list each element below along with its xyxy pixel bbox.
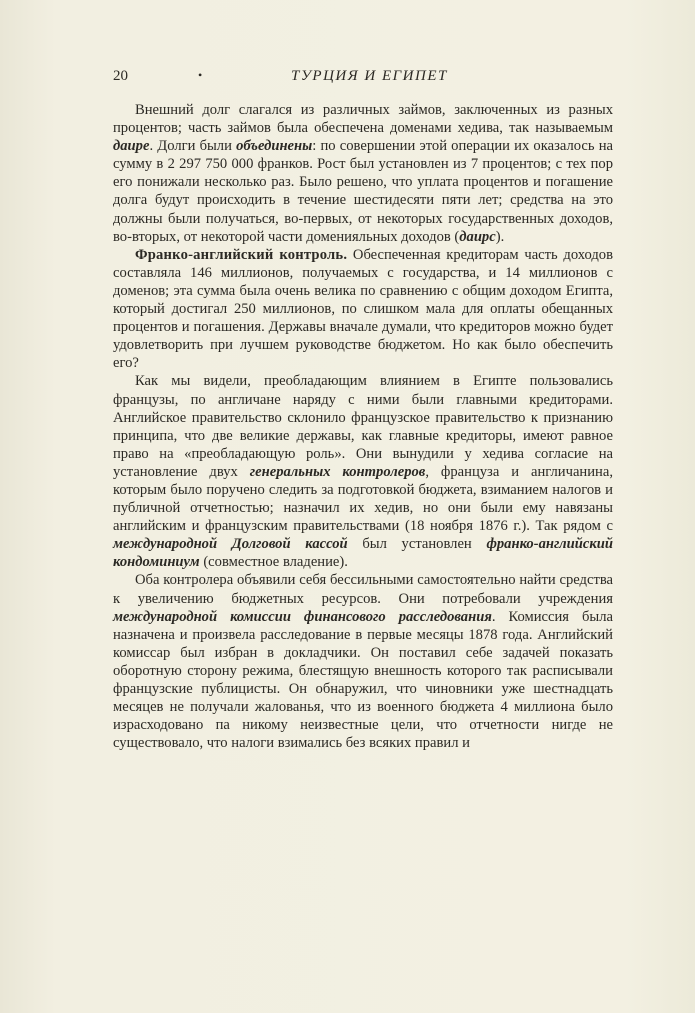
italic-term: даирс: [459, 228, 496, 245]
header-dot: •: [198, 68, 203, 82]
page-header: [113, 68, 613, 88]
text-run: Оба контролера объявили себя бессильными самостоятельно найти средства к увеличению бюджетных ресурсов. Они потребовали учреждения: [113, 572, 613, 607]
italic-term: объединены: [236, 138, 313, 155]
page-body: [113, 101, 613, 752]
text-run: : по совершении этой операции их оказалось на сумму в 2 297 750 000 франков. Рост был установлен из 7 процентов; с тех пор его понижали несколько раз. Было решено, что уплата процентов и погашение долга будут происходить в течение шестидесяти пяти лет; средства на это должны были получаться, во-первых, от некоторых государственных доходов, во-вторых, от некоторой части доменияльных доходов (: [113, 138, 613, 245]
text-run: , француза и англичанина, которым было поручено следить за подготовкой бюджета, взиманием налогов и публичной отчетностью; назначил их хедив, но они были ему навязаны английским и французским правительствами (18 ноября 1876 г.). Так рядом с: [113, 463, 613, 535]
italic-term: международной Долговой кассой: [113, 536, 348, 553]
text-run: был установлен: [347, 536, 487, 553]
running-title: ТУРЦИЯ И ЕГИПЕТ: [291, 68, 448, 84]
text-run: ).: [495, 228, 505, 245]
text-run: . Комиссия была назначена и произвела расследование в первые месяцы 1878 года. Английский комиссар был избран в докладчики. Он поставил себе задачей показать оборотную сторону режима, блестящую внешность которого так расписывали французские публицисты. Он обнаружил, что чиновники уже шестнадцать месяцев не получали жалованья, что из военного бюджета 4 миллиона было израсходовано па никому неизвестные цели, что отчетности нигде не существовало, что налоги взимались без всяких правил и: [113, 608, 613, 752]
paragraph: [113, 101, 613, 246]
italic-term: генеральных контролеров: [249, 463, 426, 480]
section-heading: Франко-английский контроль.: [135, 246, 348, 263]
text-run: (совместное владение).: [199, 554, 348, 571]
text-run: Внешний долг слагался из различных займов, заключенных из разных процентов; часть займов была обеспечена доменами хедива, так называемым: [113, 102, 613, 137]
text-run: . Долги были: [149, 138, 237, 155]
italic-term: международной комиссии финансового расследования: [113, 608, 492, 625]
text-run: Обеспеченная кредиторам часть доходов составляла 146 миллионов, получаемых с государства, и 14 миллионов с доменов; эта сумма была очень велика по сравнению с общим доходом Египта, который достигал 250 миллионов, по слишком мала для оплаты обещанных процентов и погашения. Державы вначале думали, что кредиторов можно будет удовлетворить при лучшем руководстве бюджетом. Но как было обеспечить его?: [113, 246, 613, 372]
paragraph: [113, 246, 613, 373]
italic-term: франко-английский кондоминиум: [113, 536, 613, 571]
text-run: Как мы видели, преобладающим влиянием в Египте пользовались французы, по англичане наряду с ними были главными кредиторами. Английское правительство склонило французское правительство к признанию принципа, что две великие державы, как главные кредиторы, имеют равное право на «преобладающую роль». Они вынудили у хедива согласие на установление двух: [113, 373, 613, 480]
paragraph: [113, 372, 613, 571]
paragraph: [113, 571, 613, 752]
page-number: 20: [113, 68, 128, 84]
italic-term: даире: [113, 138, 150, 155]
